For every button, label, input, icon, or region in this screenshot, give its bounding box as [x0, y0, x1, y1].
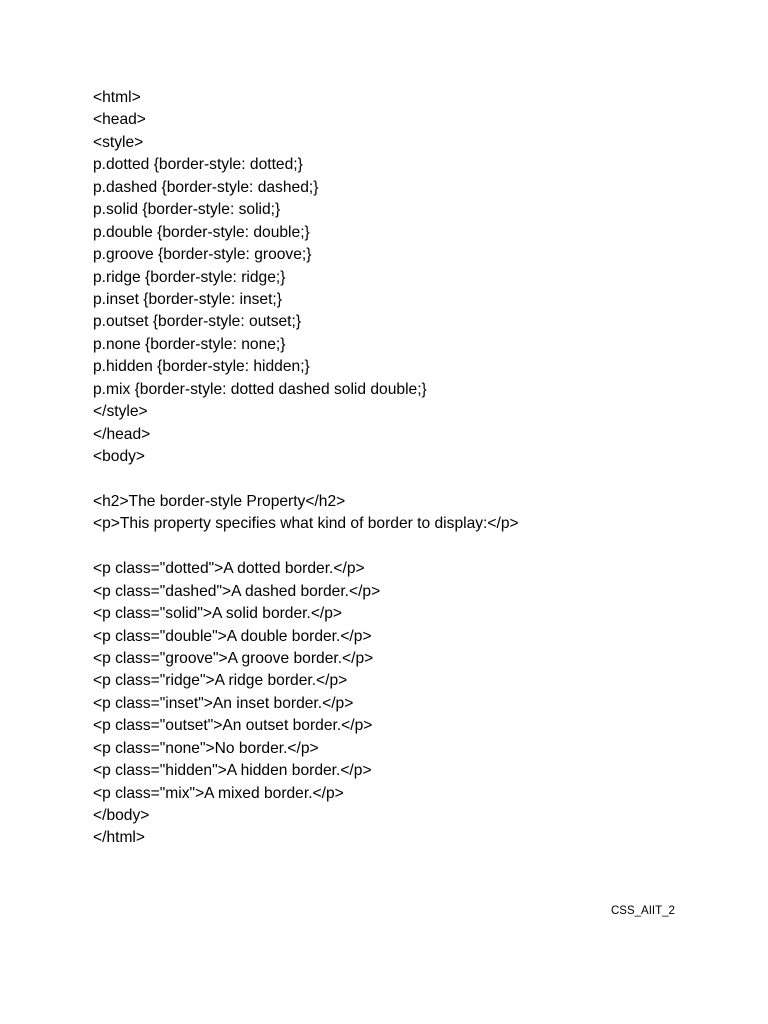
code-line: <p class="inset">An inset border.</p>: [93, 694, 354, 712]
code-line: <p class="mix">A mixed border.</p>: [93, 784, 344, 802]
code-line: <p class="dotted">A dotted border.</p>: [93, 560, 365, 578]
code-line: p.solid {border-style: solid;}: [93, 201, 281, 219]
code-line: <p>This property specifies what kind of border to display:</p>: [93, 515, 519, 533]
code-line: p.outset {border-style: outset;}: [93, 313, 302, 331]
code-line: <p class="solid">A solid border.</p>: [93, 605, 343, 623]
code-line: <p class="hidden">A hidden border.</p>: [93, 762, 372, 780]
code-line: <p class="groove">A groove border.</p>: [93, 649, 374, 667]
code-line: <html>: [93, 89, 141, 106]
code-line: p.groove {border-style: groove;}: [93, 246, 312, 264]
code-listing: [93, 87, 519, 850]
code-line: <head>: [93, 111, 146, 129]
blank-line: [93, 536, 519, 558]
blank-line: [93, 468, 519, 490]
code-line: </body>: [93, 807, 150, 824]
code-line: p.hidden {border-style: hidden;}: [93, 358, 310, 376]
code-line: <p class="double">A double border.</p>: [93, 627, 372, 645]
code-line: <p class="dashed">A dashed border.</p>: [93, 582, 381, 600]
code-line: <p class="outset">An outset border.</p>: [93, 717, 373, 735]
code-line: </html>: [93, 829, 146, 847]
code-line: p.none {border-style: none;}: [93, 335, 286, 353]
code-line: p.dashed {border-style: dashed;}: [93, 178, 319, 196]
code-line: p.inset {border-style: inset;}: [93, 290, 282, 308]
code-line: <style>: [93, 133, 144, 151]
code-line: p.double {border-style: double;}: [93, 223, 310, 241]
code-line: <body>: [93, 448, 146, 465]
page-footer: CSS_AIIT_2: [611, 905, 675, 917]
code-line: p.ridge {border-style: ridge;}: [93, 268, 286, 286]
code-line: </head>: [93, 425, 151, 443]
code-line: <p class="ridge">A ridge border.</p>: [93, 672, 348, 690]
code-line: p.mix {border-style: dotted dashed solid double;}: [93, 380, 427, 398]
code-line: <h2>The border-style Property</h2>: [93, 492, 346, 510]
code-line: </style>: [93, 403, 148, 421]
code-line: <p class="none">No border.</p>: [93, 739, 319, 757]
code-line: p.dotted {border-style: dotted;}: [93, 156, 303, 174]
